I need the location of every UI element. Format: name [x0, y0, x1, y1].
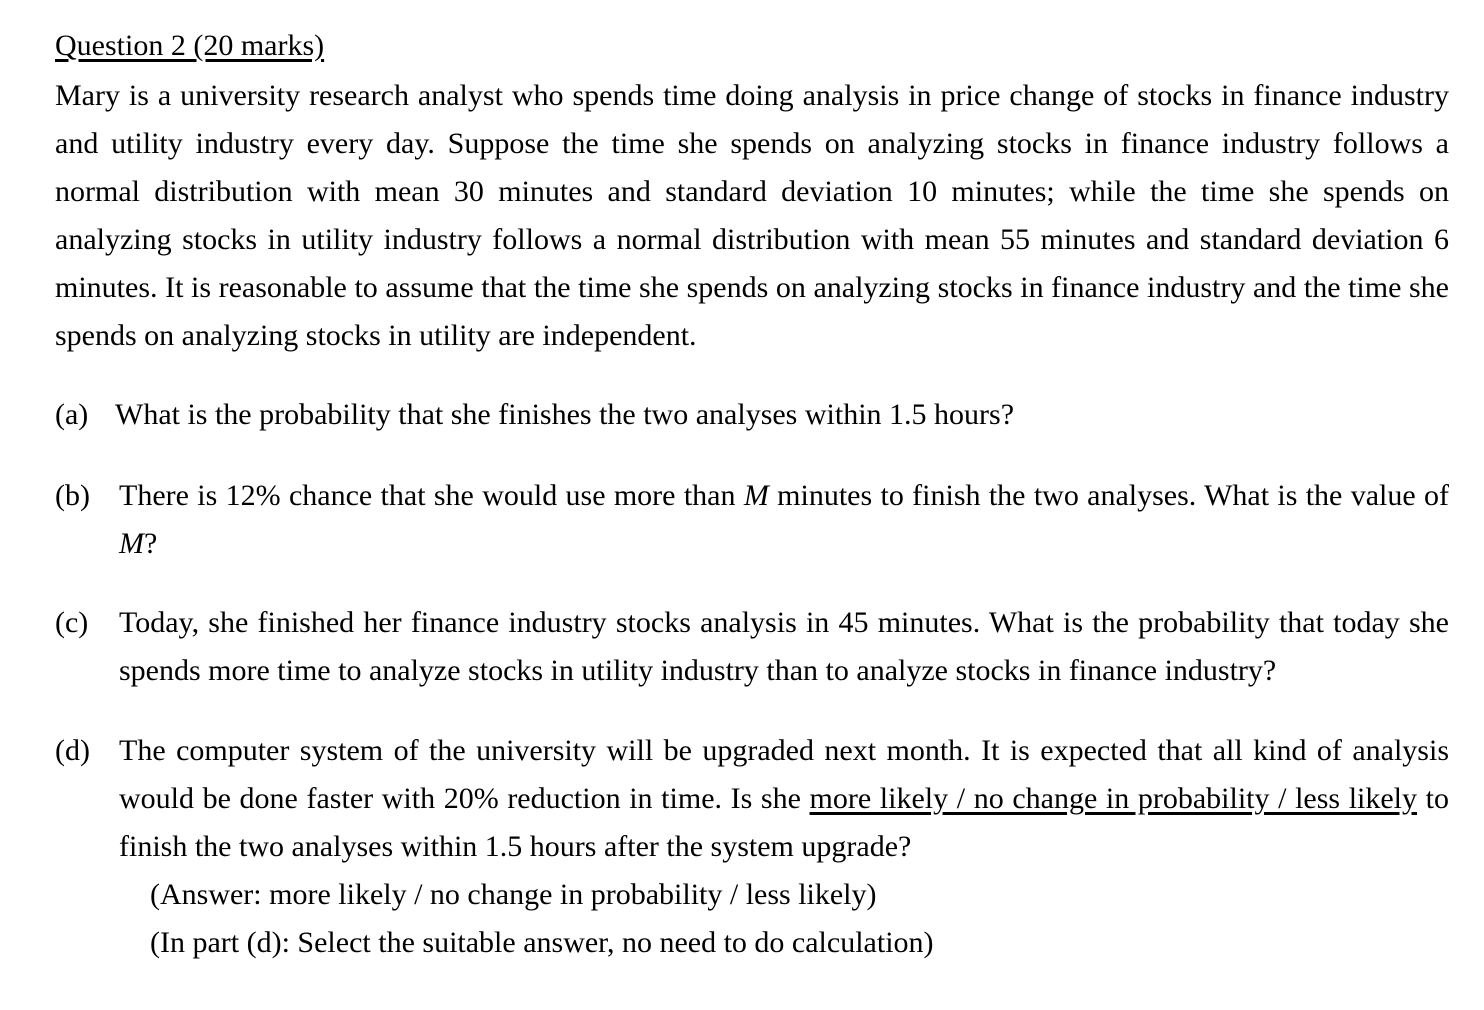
part-d-text-2: to finish the two analyses within 1.5 hours after the system upgrade?: [119, 782, 1449, 863]
part-d-instruction-note: (In part (d): Select the suitable answer, no need to do calculation): [150, 926, 934, 959]
part-b-variable-m: M: [743, 479, 769, 512]
part-b: [55, 472, 1449, 568]
part-b-variable-m-2: M: [119, 527, 144, 560]
part-d-text-1: The computer system of the university will be upgraded next month. It is expected that all kind of analysis would be done faster with 20% reduction in time. Is she: [119, 734, 1449, 815]
part-b-text-1: There is 12% chance that she would use more than: [119, 479, 744, 512]
part-b-text: [119, 472, 1449, 568]
part-d-answer-note: (Answer: more likely / no change in probability / less likely): [150, 878, 877, 911]
part-b-text-3: ?: [144, 527, 158, 560]
part-d-answer-options: more likely / no change in probability / less likely: [809, 782, 1418, 815]
part-a-label: (a): [55, 398, 89, 431]
part-b-text-2: minutes to finish the two analyses. What is the value of: [768, 479, 1449, 512]
part-d-label: (d): [55, 734, 90, 767]
part-d-text: [119, 727, 1449, 871]
question-title: Question 2 (20 marks): [55, 29, 325, 62]
question-intro: Mary is a university research analyst who spends time doing analysis in price change of stocks in finance industry and utility industry every day. Suppose the time she spends on analyzing stocks in finance industry follows a normal distribution with mean 30 minutes and standard deviation 10 minutes; while the time she spends on analyzing stocks in utility industry follows a normal distribution with mean 55 minutes and standard deviation 6 minutes. It is reasonable to assume that the time she spends on analyzing stocks in finance industry and the time she spends on analyzing stocks in utility are independent.: [55, 79, 1449, 352]
part-b-label: (b): [55, 479, 90, 512]
part-c-label: (c): [55, 606, 89, 639]
part-c-text: Today, she finished her finance industry stocks analysis in 45 minutes. What is the probability that today she spends more time to analyze stocks in utility industry than to analyze stocks in finance industry?: [119, 606, 1449, 687]
part-c: [55, 599, 1449, 695]
part-a-text: What is the probability that she finishes the two analyses within 1.5 hours?: [115, 398, 1015, 431]
part-d: [55, 727, 1449, 871]
part-a: [55, 391, 1449, 439]
